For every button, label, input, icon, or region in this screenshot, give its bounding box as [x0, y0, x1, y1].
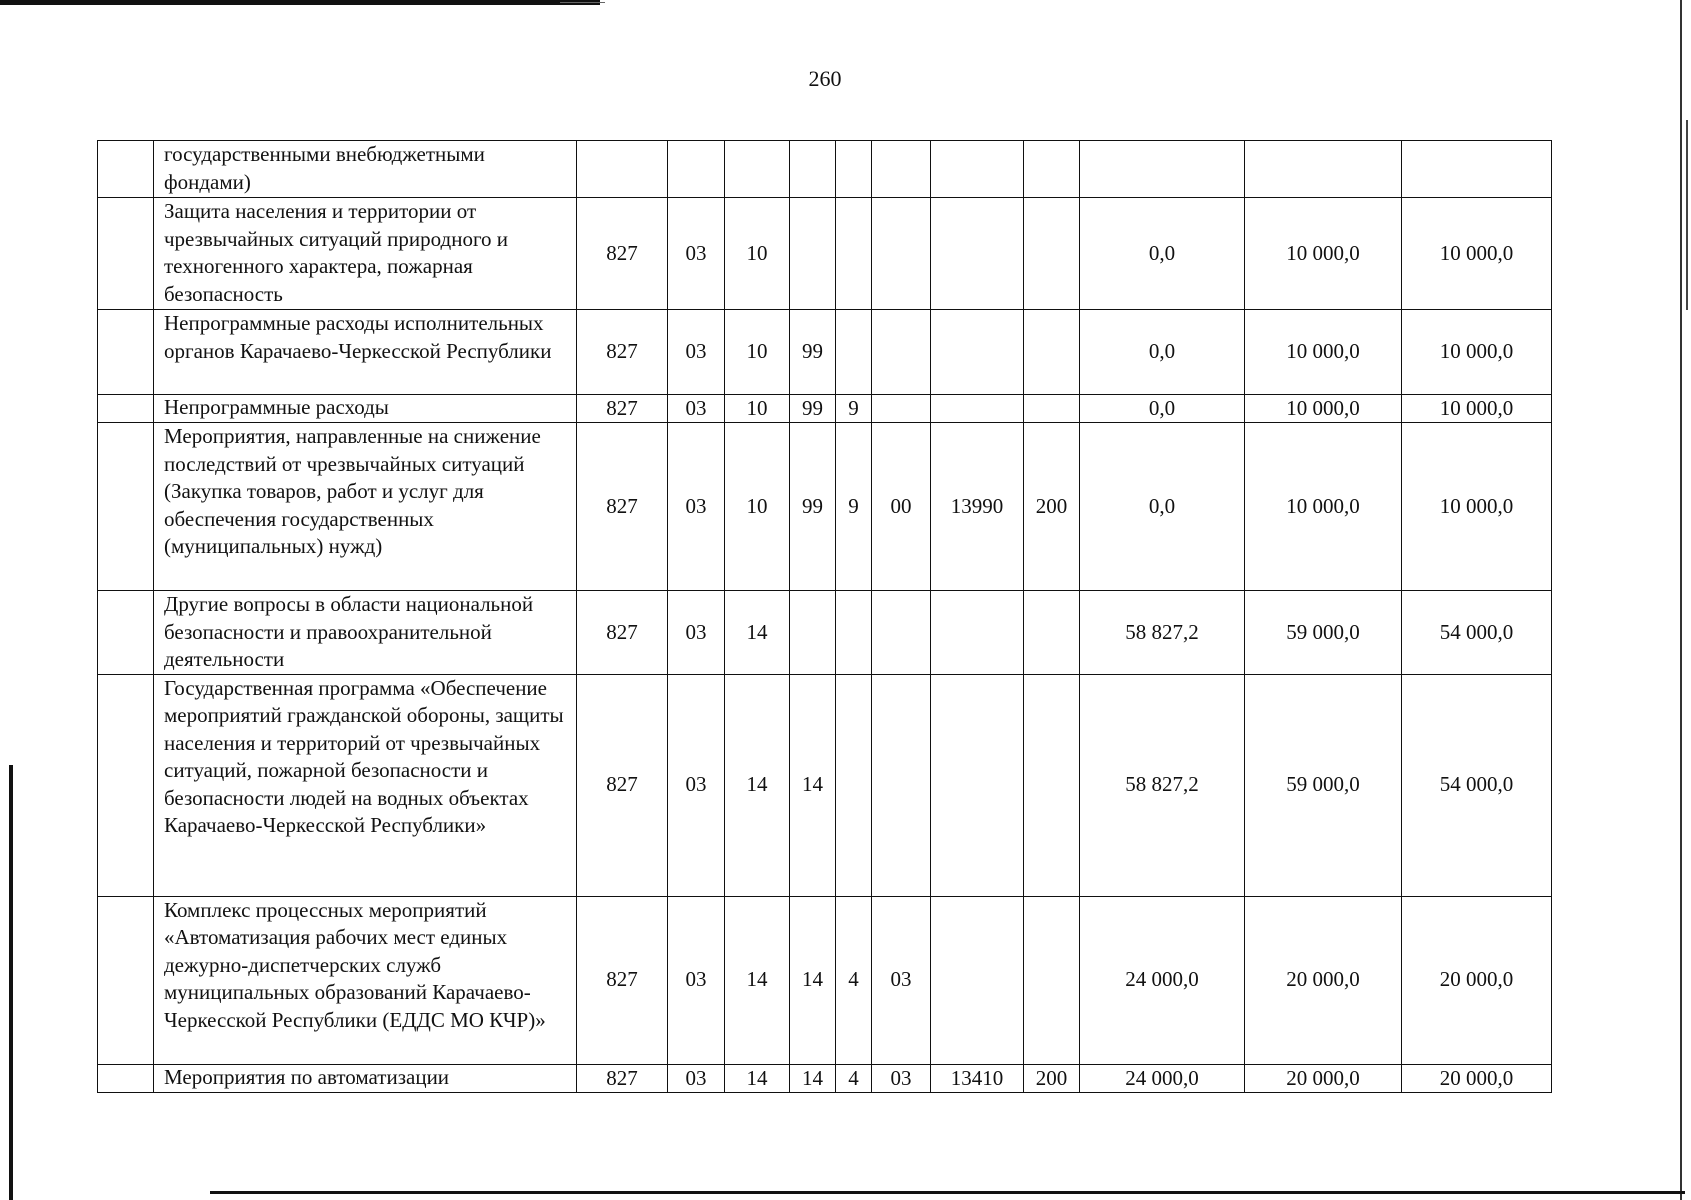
row-number-cell: [98, 674, 154, 896]
row-name: Непрограммные расходы исполнительных органов Карачаево-Черкесской Республики: [154, 310, 577, 395]
table-row: [98, 896, 1552, 1064]
row-name: Мероприятия по автоматизации: [154, 1064, 577, 1092]
pr-cell: [725, 141, 790, 198]
csr-program-cell: 99: [790, 395, 836, 423]
scan-edge-left: [9, 765, 13, 1200]
amount-year3: 10 000,0: [1402, 198, 1552, 310]
rz-cell: 03: [668, 423, 725, 591]
table-row: [98, 591, 1552, 675]
amount-year2: 10 000,0: [1245, 310, 1402, 395]
table-row: [98, 310, 1552, 395]
rz-cell: 03: [668, 198, 725, 310]
row-name: государственными внебюджетными фондами): [154, 141, 577, 198]
ved-cell: 827: [577, 591, 668, 675]
ved-cell: 827: [577, 896, 668, 1064]
amount-year2: 10 000,0: [1245, 423, 1402, 591]
row-name: Другие вопросы в области национальной безопасности и правоохранительной деятельности: [154, 591, 577, 675]
csr-type-cell: 4: [836, 896, 872, 1064]
row-name: Непрограммные расходы: [154, 395, 577, 423]
amount-year1: 0,0: [1080, 310, 1245, 395]
amount-year1: 58 827,2: [1080, 674, 1245, 896]
rz-cell: 03: [668, 1064, 725, 1092]
row-name: Комплекс процессных мероприятий «Автоматизация рабочих мест единых дежурно-диспетчерских служб муниципальных образований Карачаево-Черкесской Республики (ЕДДС МО КЧР)»: [154, 896, 577, 1064]
rz-cell: 03: [668, 674, 725, 896]
ved-cell: 827: [577, 395, 668, 423]
table-row: [98, 198, 1552, 310]
vr-cell: [1024, 198, 1080, 310]
amount-year1: 24 000,0: [1080, 896, 1245, 1064]
pr-cell: 14: [725, 1064, 790, 1092]
pr-cell: 14: [725, 674, 790, 896]
csr-program-cell: 99: [790, 423, 836, 591]
row-number-cell: [98, 310, 154, 395]
csr-direction-cell: [931, 141, 1024, 198]
pr-cell: 14: [725, 591, 790, 675]
row-number-cell: [98, 141, 154, 198]
csr-program-cell: 99: [790, 310, 836, 395]
amount-year2: [1245, 141, 1402, 198]
table-row: [98, 674, 1552, 896]
csr-structure-cell: 00: [872, 423, 931, 591]
csr-direction-cell: [931, 198, 1024, 310]
csr-program-cell: 14: [790, 674, 836, 896]
ved-cell: 827: [577, 310, 668, 395]
amount-year3: 20 000,0: [1402, 896, 1552, 1064]
csr-type-cell: 4: [836, 1064, 872, 1092]
ved-cell: 827: [577, 1064, 668, 1092]
row-number-cell: [98, 1064, 154, 1092]
csr-structure-cell: [872, 310, 931, 395]
csr-type-cell: 9: [836, 423, 872, 591]
vr-cell: [1024, 141, 1080, 198]
amount-year1: [1080, 141, 1245, 198]
table-row: [98, 395, 1552, 423]
amount-year3: 10 000,0: [1402, 310, 1552, 395]
row-number-cell: [98, 198, 154, 310]
csr-type-cell: [836, 141, 872, 198]
amount-year2: 20 000,0: [1245, 1064, 1402, 1092]
csr-direction-cell: [931, 674, 1024, 896]
table-row: [98, 141, 1552, 198]
amount-year1: 24 000,0: [1080, 1064, 1245, 1092]
table-row: [98, 1064, 1552, 1092]
csr-direction-cell: [931, 896, 1024, 1064]
row-number-cell: [98, 591, 154, 675]
amount-year3: 20 000,0: [1402, 1064, 1552, 1092]
row-number-cell: [98, 423, 154, 591]
csr-type-cell: [836, 674, 872, 896]
scan-edge-right: [1680, 0, 1682, 1200]
scan-edge-top: [0, 0, 600, 5]
vr-cell: [1024, 395, 1080, 423]
csr-program-cell: [790, 198, 836, 310]
amount-year2: 20 000,0: [1245, 896, 1402, 1064]
amount-year3: [1402, 141, 1552, 198]
csr-direction-cell: [931, 310, 1024, 395]
csr-direction-cell: [931, 395, 1024, 423]
rz-cell: 03: [668, 310, 725, 395]
vr-cell: 200: [1024, 423, 1080, 591]
amount-year1: 0,0: [1080, 198, 1245, 310]
pr-cell: 10: [725, 423, 790, 591]
row-name: Государственная программа «Обеспечение мероприятий гражданской обороны, защиты населения и территорий от чрезвычайных ситуаций, пожарной безопасности и безопасности людей на водных объектах Карачаево-Черкесской Республики»: [154, 674, 577, 896]
csr-direction-cell: [931, 591, 1024, 675]
vr-cell: [1024, 896, 1080, 1064]
rz-cell: 03: [668, 591, 725, 675]
ved-cell: 827: [577, 674, 668, 896]
scan-edge-bottom: [210, 1191, 1685, 1194]
row-name: Защита населения и территории от чрезвычайных ситуаций природного и техногенного характера, пожарная безопасность: [154, 198, 577, 310]
page-number: 260: [808, 66, 842, 91]
csr-structure-cell: [872, 395, 931, 423]
rz-cell: 03: [668, 896, 725, 1064]
amount-year1: 58 827,2: [1080, 591, 1245, 675]
csr-type-cell: [836, 310, 872, 395]
row-number-cell: [98, 395, 154, 423]
vr-cell: 200: [1024, 1064, 1080, 1092]
ved-cell: [577, 141, 668, 198]
csr-structure-cell: 03: [872, 1064, 931, 1092]
csr-type-cell: 9: [836, 395, 872, 423]
pr-cell: 10: [725, 395, 790, 423]
csr-direction-cell: 13410: [931, 1064, 1024, 1092]
amount-year1: 0,0: [1080, 423, 1245, 591]
amount-year1: 0,0: [1080, 395, 1245, 423]
scan-edge-top-mark: [560, 2, 605, 3]
csr-structure-cell: [872, 674, 931, 896]
row-name: Мероприятия, направленные на снижение последствий от чрезвычайных ситуаций (Закупка товаров, работ и услуг для обеспечения государственных (муниципальных) нужд): [154, 423, 577, 591]
amount-year2: 10 000,0: [1245, 395, 1402, 423]
scan-edge-right-mark: [1686, 120, 1688, 310]
amount-year3: 54 000,0: [1402, 591, 1552, 675]
csr-structure-cell: [872, 591, 931, 675]
csr-structure-cell: 03: [872, 896, 931, 1064]
csr-type-cell: [836, 198, 872, 310]
table-row: [98, 423, 1552, 591]
pr-cell: 10: [725, 198, 790, 310]
amount-year2: 59 000,0: [1245, 591, 1402, 675]
budget-table: [97, 140, 1552, 1093]
amount-year2: 59 000,0: [1245, 674, 1402, 896]
csr-program-cell: [790, 141, 836, 198]
vr-cell: [1024, 674, 1080, 896]
pr-cell: 10: [725, 310, 790, 395]
ved-cell: 827: [577, 423, 668, 591]
vr-cell: [1024, 591, 1080, 675]
row-number-cell: [98, 896, 154, 1064]
rz-cell: 03: [668, 395, 725, 423]
rz-cell: [668, 141, 725, 198]
csr-type-cell: [836, 591, 872, 675]
csr-program-cell: 14: [790, 896, 836, 1064]
csr-program-cell: [790, 591, 836, 675]
vr-cell: [1024, 310, 1080, 395]
amount-year3: 10 000,0: [1402, 395, 1552, 423]
pr-cell: 14: [725, 896, 790, 1064]
csr-structure-cell: [872, 198, 931, 310]
ved-cell: 827: [577, 198, 668, 310]
amount-year3: 54 000,0: [1402, 674, 1552, 896]
csr-direction-cell: 13990: [931, 423, 1024, 591]
amount-year3: 10 000,0: [1402, 423, 1552, 591]
csr-program-cell: 14: [790, 1064, 836, 1092]
csr-structure-cell: [872, 141, 931, 198]
amount-year2: 10 000,0: [1245, 198, 1402, 310]
